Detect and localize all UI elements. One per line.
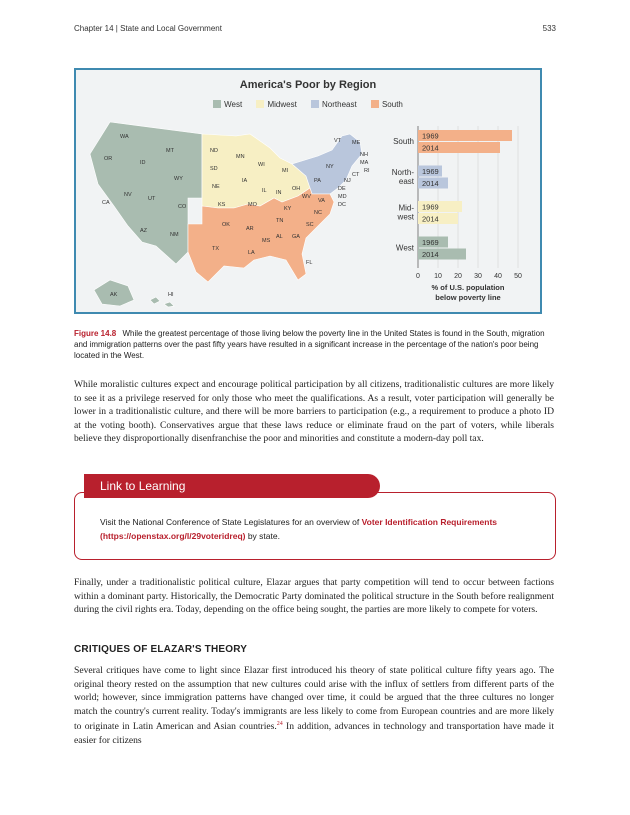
legend-northeast: Northeast	[311, 100, 357, 109]
category-label: South	[393, 137, 414, 146]
x-tick-label: 0	[416, 273, 420, 280]
x-tick-label: 50	[514, 273, 522, 280]
x-tick-label: 40	[494, 273, 502, 280]
paragraph-3-part-2: In addition, advances in technology and transportation have made it easier for citizens	[74, 721, 554, 747]
state-label-nv: NV	[124, 192, 132, 198]
region-west-shape	[90, 122, 202, 264]
figure-14-8	[74, 68, 542, 314]
state-label-in: IN	[276, 190, 282, 196]
bar-label: 2014	[422, 214, 439, 224]
state-label-co: CO	[178, 204, 187, 210]
state-label-la: LA	[248, 250, 255, 256]
state-label-ca: CA	[102, 200, 110, 206]
state-label-il: IL	[262, 188, 267, 194]
category-label: West	[395, 243, 414, 253]
link-to-learning-title: Link to Learning	[84, 474, 380, 498]
state-label-ky: KY	[284, 206, 292, 212]
state-label-wv: WV	[302, 194, 311, 200]
chart-xlabel-line1: % of U.S. population	[431, 283, 505, 292]
state-label-tx: TX	[212, 246, 220, 252]
bar-label: 2014	[422, 179, 439, 188]
category-label: Mid-	[398, 203, 414, 213]
x-tick-label: 20	[454, 273, 462, 280]
state-label-ma: MA	[360, 160, 369, 166]
x-tick-label: 10	[434, 273, 442, 280]
state-label-nd: ND	[210, 148, 218, 154]
bar-label: 1969	[422, 238, 439, 247]
state-label-ks: KS	[218, 202, 226, 208]
state-label-mo: MO	[248, 202, 257, 208]
poverty-bar-chart	[372, 120, 538, 306]
state-label-ut: UT	[148, 196, 156, 202]
state-label-nh: NH	[360, 152, 368, 158]
figure-caption	[74, 328, 552, 361]
state-label-va: VA	[318, 198, 325, 204]
state-label-ne: NE	[212, 184, 220, 190]
page-number: 533	[542, 24, 556, 33]
state-label-mt: MT	[166, 148, 174, 154]
state-label-al: AL	[276, 234, 283, 240]
state-label-mn: MN	[236, 154, 245, 160]
state-label-tn: TN	[276, 218, 284, 224]
state-label-ar: AR	[246, 226, 254, 232]
paragraph-2: Finally, under a traditionalistic political culture, Elazar argues that party competition will tend to occur between factions within a dominant party. Historically, the Democratic Party dominated the political structure in the South before realignment during the civil rights era. Today, depending on the office being sought, the parties are more likely to compete for voters.	[74, 577, 554, 616]
figure-title: America's Poor by Region	[239, 79, 377, 91]
chart-xlabel-line2: below poverty line	[435, 293, 501, 302]
state-label-wi: WI	[258, 162, 265, 168]
bar-label: 1969	[422, 167, 439, 176]
category-label: North-	[391, 168, 414, 177]
bar-label: 1969	[422, 131, 439, 141]
state-label-ga: GA	[292, 234, 300, 240]
chart-tick-labels	[416, 273, 522, 280]
chapter-title: Chapter 14 | State and Local Government	[74, 24, 222, 33]
link-text-before: Visit the National Conference of State Legislatures for an overview of	[100, 517, 362, 527]
category-label: east	[398, 177, 414, 186]
link-text-after: by state.	[245, 531, 280, 541]
bar-label: 1969	[422, 202, 439, 212]
us-region-map	[84, 114, 374, 308]
legend-west: West	[213, 100, 242, 109]
state-label-az: AZ	[140, 228, 148, 234]
figure-caption-label: Figure 14.8	[74, 329, 117, 338]
state-label-de: DE	[338, 186, 346, 192]
state-label-sd: SD	[210, 166, 218, 172]
state-label-me: ME	[352, 140, 361, 146]
footnote-24[interactable]: 24	[276, 721, 283, 728]
x-tick-label: 30	[474, 273, 482, 280]
state-label-fl: FL	[306, 260, 313, 266]
state-label-nc: NC	[314, 210, 322, 216]
paragraph-3-part-1: Several critiques have come to light since Elazar first introduced his theory of state political culture fifty years ago. The original theory rested on the assumption that new cultures could arise with the influx of settlers from different parts of the world; however, since immigration patterns have changed over time, it could be argued that the three cultures no longer match the country's current reality. Today's immigrants are less likely to come from European countries and are more likely to originate in Latin American and Asian countries.	[74, 665, 554, 733]
bar-label: 2014	[422, 143, 439, 153]
state-label-wy: WY	[174, 176, 183, 182]
voter-id-link[interactable]: Voter Identification Requirements (https://openstax.org/l/29voteridreq)	[100, 517, 497, 541]
category-label: west	[397, 212, 414, 222]
state-label-vt: VT	[334, 138, 342, 144]
state-label-nj: NJ	[344, 178, 351, 184]
paragraph-1: While moralistic cultures expect and encourage political participation by all citizens, traditionalistic cultures are more likely to see it as a privilege reserved for only those who meet the qualifications. As a result, voter participation will generally be lower in a traditionalistic culture, and there will be more barriers to participation (e.g., a requirement to produce a photo ID at the voting booth). Conservatives argue that these laws reduce or eliminate fraud on the part of voters, while liberals believe they disproportionally disenfranchise the poor and minorities and constitute a modern-day poll tax.	[74, 379, 554, 445]
figure-caption-text: While the greatest percentage of those living below the poverty line in the United States is found in the South, migration and immigration patterns over the past fifty years have resulted in a significant increase in the percentage of the nation's poor being located in the West.	[74, 329, 545, 360]
bar-label: 2014	[422, 250, 439, 259]
state-label-or: OR	[104, 156, 113, 162]
state-label-md: MD	[338, 194, 347, 200]
legend-south: South	[371, 100, 403, 109]
state-label-nm: NM	[170, 232, 179, 238]
state-label-ms: MS	[262, 238, 271, 244]
state-label-hi: HI	[168, 292, 174, 298]
state-label-id: ID	[140, 160, 146, 166]
state-label-wa: WA	[120, 134, 129, 140]
link-to-learning-text	[100, 515, 540, 543]
state-label-mi: MI	[282, 168, 289, 174]
section-heading: CRITIQUES OF ELAZAR'S THEORY	[74, 644, 248, 655]
figure-legend	[76, 100, 540, 109]
state-label-oh: OH	[292, 186, 301, 192]
state-label-sc: SC	[306, 222, 314, 228]
state-label-ct: CT	[352, 172, 360, 178]
paragraph-3	[74, 664, 554, 748]
state-label-ia: IA	[242, 178, 248, 184]
region-hawaii-shape	[150, 297, 174, 307]
state-label-dc: DC	[338, 202, 346, 208]
state-label-ok: OK	[222, 222, 230, 228]
state-label-ak: AK	[110, 292, 118, 298]
region-midwest-shape	[202, 134, 310, 208]
state-label-ri: RI	[364, 168, 370, 174]
chart-category-labels	[392, 137, 415, 253]
legend-midwest: Midwest	[256, 100, 296, 109]
state-label-ny: NY	[326, 164, 334, 170]
state-label-pa: PA	[314, 178, 321, 184]
